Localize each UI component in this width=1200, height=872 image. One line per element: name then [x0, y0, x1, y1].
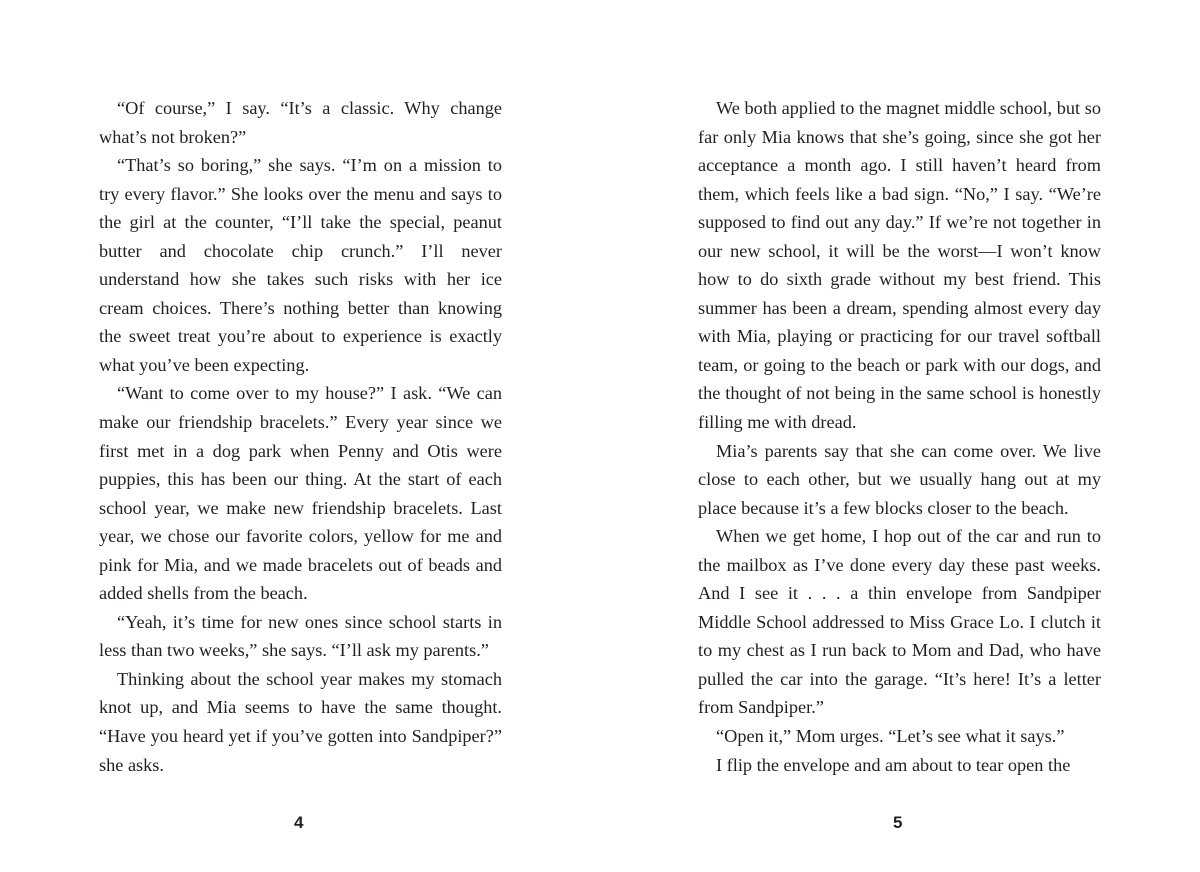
paragraph: I flip the envelope and am about to tear open the [716, 754, 1071, 775]
paragraph: We both applied to the magnet middle school, but so far only Mia knows that she’s going, since she got her acceptance a month ago. I still haven’t heard from them, which feels like a bad sign. “No,” I say. “We’re supposed to find out any day.” If we’re not together in our new school, it will be the worst—I won’t know how to do sixth grade without my best friend. This summer has been a dream, spending almost every day with Mia, playing or practicing for our travel softball team, or going to the beach or park with our dogs, and the thought of not being in the same school is honestly filling me with dread. [698, 98, 1101, 433]
left-page [99, 94, 502, 779]
right-page [698, 94, 1101, 779]
paragraph: “Of course,” I say. “It’s a classic. Why change what’s not broken?” [99, 98, 502, 147]
page-number: 5 [893, 813, 903, 832]
paragraph: Thinking about the school year makes my stomach knot up, and Mia seems to have the same thought. “Have you heard yet if you’ve gotten into Sandpiper?” she asks. [99, 668, 502, 775]
paragraph: “Want to come over to my house?” I ask. “We can make our friendship bracelets.” Every year since we first met in a dog park when Penny and Otis were puppies, this has been our thing. At the start of each school year, we make new friendship bracelets. Last year, we chose our favorite colors, yellow for me and pink for Mia, and we made bracelets out of beads and added shells from the beach. [99, 383, 502, 604]
paragraph: “Open it,” Mom urges. “Let’s see what it says.” [716, 726, 1065, 747]
paragraph: “That’s so boring,” she says. “I’m on a mission to try every flavor.” She looks over the menu and says to the girl at the counter, “I’ll take the special, peanut butter and chocolate chip crunch.” I’ll never understand how she takes such risks with her ice cream choices. There’s nothing better than knowing the sweet treat you’re about to experience is exactly what you’ve been expecting. [99, 155, 502, 375]
paragraph: “Yeah, it’s time for new ones since school starts in less than two weeks,” she says. “I’ll ask my parents.” [99, 611, 502, 661]
paragraph: Mia’s parents say that she can come over. We live close to each other, but we usually hang out at my place because it’s a few blocks closer to the beach. [698, 440, 1101, 518]
page-number: 4 [294, 813, 304, 832]
paragraph: When we get home, I hop out of the car and run to the mailbox as I’ve done every day these past weeks. And I see it . . . a thin envelope from Sandpiper Middle School addressed to Miss Grace Lo. I clutch it to my chest as I run back to Mom and Dad, who have pulled the car into the garage. “It’s here! It’s a letter from Sandpiper.” [698, 526, 1101, 718]
